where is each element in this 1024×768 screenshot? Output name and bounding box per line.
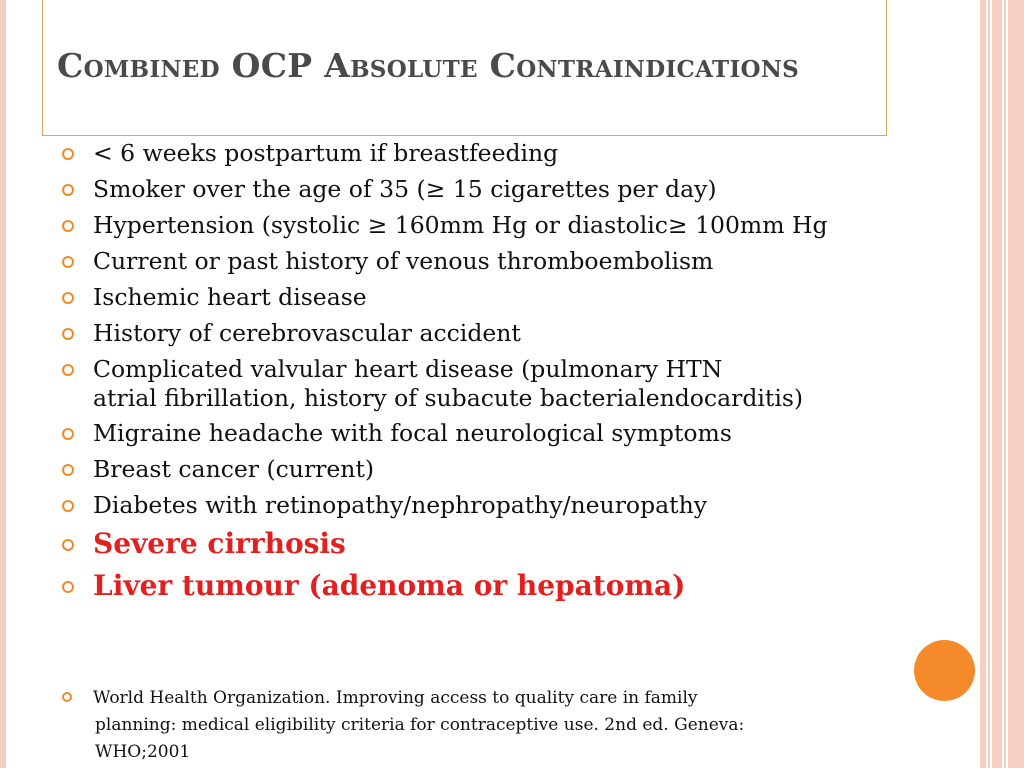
bullet-icon bbox=[62, 428, 74, 440]
reference-line: planning: medical eligibility criteria for contraceptive use. 2nd ed. Geneva: bbox=[95, 715, 745, 735]
list-item: History of cerebrovascular accident bbox=[62, 320, 892, 347]
bullet-icon bbox=[62, 539, 74, 551]
list-item: Complicated valvular heart disease (pulmonary HTN bbox=[62, 356, 892, 383]
reference-line: WHO;2001 bbox=[95, 742, 191, 762]
list-item-highlight: Severe cirrhosis bbox=[62, 528, 892, 560]
list-item: Smoker over the age of 35 (≥ 15 cigarettes per day) bbox=[62, 176, 892, 203]
right-stripe-decoration bbox=[980, 0, 1024, 768]
bullet-icon bbox=[62, 220, 74, 232]
list-item: < 6 weeks postpartum if breastfeeding bbox=[62, 140, 892, 167]
list-item: Hypertension (systolic ≥ 160mm Hg or diastolic≥ 100mm Hg bbox=[62, 212, 892, 239]
list-item: Current or past history of venous thromboembolism bbox=[62, 248, 892, 275]
contraindication-list bbox=[62, 140, 892, 612]
title-box bbox=[42, 0, 887, 136]
bullet-icon bbox=[62, 692, 72, 702]
slide-title: Combined OCP Absolute Contraindications bbox=[57, 46, 800, 85]
reference-citation bbox=[62, 685, 853, 766]
list-item: Breast cancer (current) bbox=[62, 456, 892, 483]
orange-circle-decoration bbox=[914, 640, 975, 701]
list-item: Migraine headache with focal neurological symptoms bbox=[62, 420, 892, 447]
bullet-icon bbox=[62, 328, 74, 340]
bullet-icon bbox=[62, 581, 74, 593]
bullet-icon bbox=[62, 292, 74, 304]
bullet-icon bbox=[62, 256, 74, 268]
bullet-icon bbox=[62, 184, 74, 196]
bullet-icon bbox=[62, 464, 74, 476]
left-edge-decoration bbox=[0, 0, 6, 768]
list-item: Diabetes with retinopathy/nephropathy/neuropathy bbox=[62, 492, 892, 519]
list-item-highlight: Liver tumour (adenoma or hepatoma) bbox=[62, 570, 892, 602]
bullet-icon bbox=[62, 500, 74, 512]
list-item: Ischemic heart disease bbox=[62, 284, 892, 311]
reference-line: World Health Organization. Improving access to quality care in family bbox=[93, 688, 698, 708]
bullet-icon bbox=[62, 364, 74, 376]
list-item-continuation: atrial fibrillation, history of subacute bacterialendocarditis) bbox=[93, 384, 804, 412]
bullet-icon bbox=[62, 148, 74, 160]
